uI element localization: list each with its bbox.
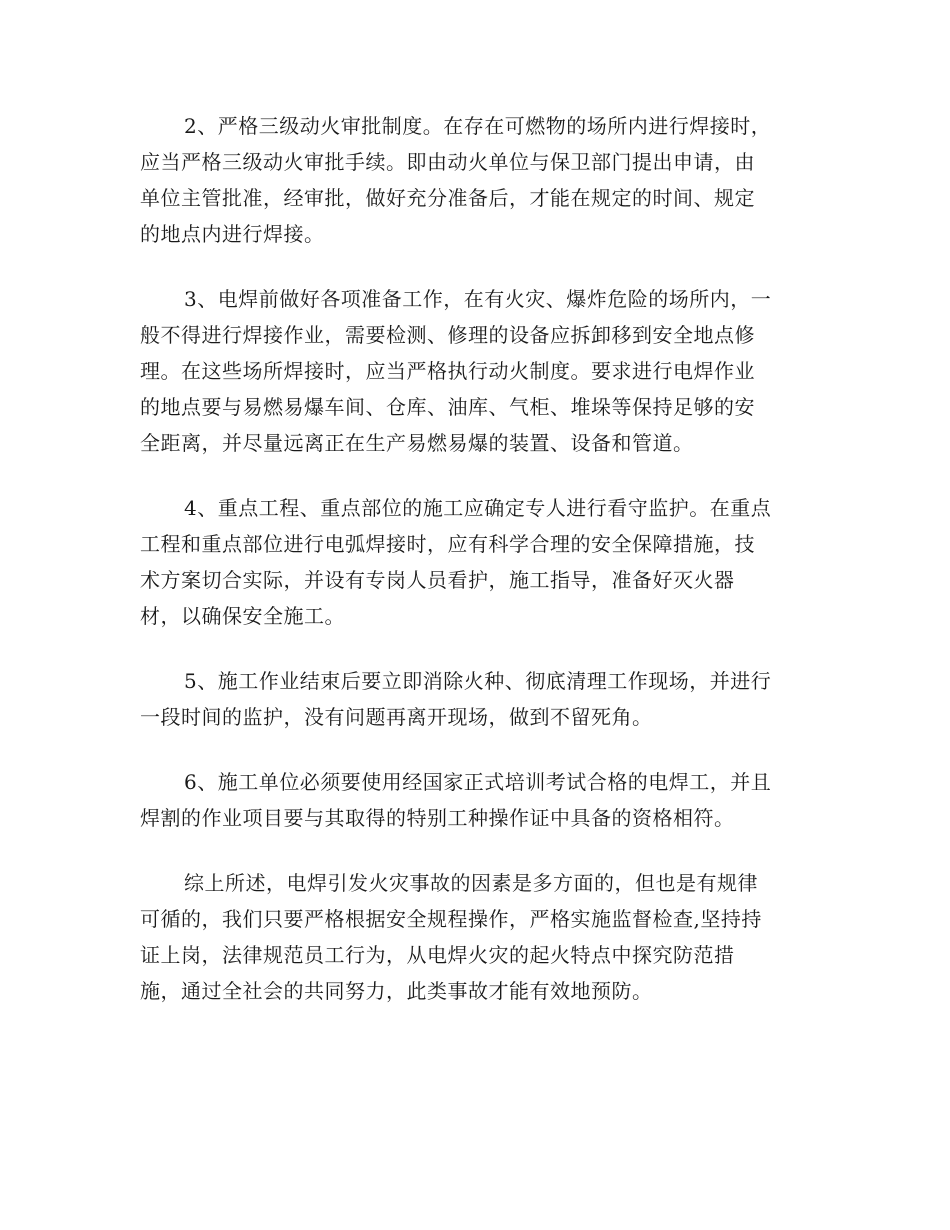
paragraph-item-4: [140, 490, 810, 634]
text-line: 5、施工作业结束后要立即消除火种、彻底清理工作现场，并进行: [184, 669, 772, 693]
text-line: 6、施工单位必须要使用经国家正式培训考试合格的电焊工，并且: [184, 770, 772, 794]
text-line: 单位主管批准，经审批，做好充分准备后，才能在规定的时间、规定: [140, 186, 755, 210]
text-line: 3、电焊前做好各项准备工作，在有火灾、爆炸危险的场所内，一: [184, 287, 772, 311]
text-line: 综上所述，电焊引发火灾事故的因素是多方面的，但也是有规律: [184, 871, 758, 895]
text-line: 全距离，并尽量远离正在生产易燃易爆的装置、设备和管道。: [140, 431, 694, 455]
text-line: 焊割的作业项目要与其取得的特别工种操作证中具备的资格相符。: [140, 806, 735, 830]
paragraph-summary: [140, 865, 810, 1009]
text-line: 4、重点工程、重点部位的施工应确定专人进行看守监护。在重点: [184, 496, 772, 520]
text-line: 理。在这些场所焊接时，应当严格执行动火制度。要求进行电焊作业: [140, 359, 755, 383]
paragraph-item-6: [140, 764, 810, 836]
text-line: 可循的，我们只要严格根据安全规程操作，严格实施监督检查,坚持持: [140, 907, 762, 931]
text-line: 般不得进行焊接作业，需要检测、修理的设备应拆卸移到安全地点修: [140, 323, 755, 347]
text-line: 术方案切合实际，并设有专岗人员看护，施工指导，准备好灭火器: [140, 568, 735, 592]
text-line: 工程和重点部位进行电弧焊接时，应有科学合理的安全保障措施，技: [140, 532, 755, 556]
paragraph-item-2: [140, 108, 810, 252]
text-line: 应当严格三级动火审批手续。即由动火单位与保卫部门提出申请，由: [140, 150, 755, 174]
paragraph-item-5: [140, 663, 810, 735]
text-line: 材，以确保安全施工。: [140, 604, 345, 628]
text-line: 证上岗，法律规范员工行为，从电焊火灾的起火特点中探究防范措: [140, 943, 735, 967]
document-body: [140, 108, 810, 1038]
text-line: 2、严格三级动火审批制度。在存在可燃物的场所内进行焊接时，: [184, 114, 772, 138]
text-line: 的地点要与易燃易爆车间、仓库、油库、气柜、堆垛等保持足够的安: [140, 395, 755, 419]
text-line: 的地点内进行焊接。: [140, 222, 325, 246]
paragraph-item-3: [140, 281, 810, 461]
text-line: 一段时间的监护，没有问题再离开现场，做到不留死角。: [140, 705, 653, 729]
text-line: 施，通过全社会的共同努力，此类事故才能有效地预防。: [140, 979, 653, 1003]
